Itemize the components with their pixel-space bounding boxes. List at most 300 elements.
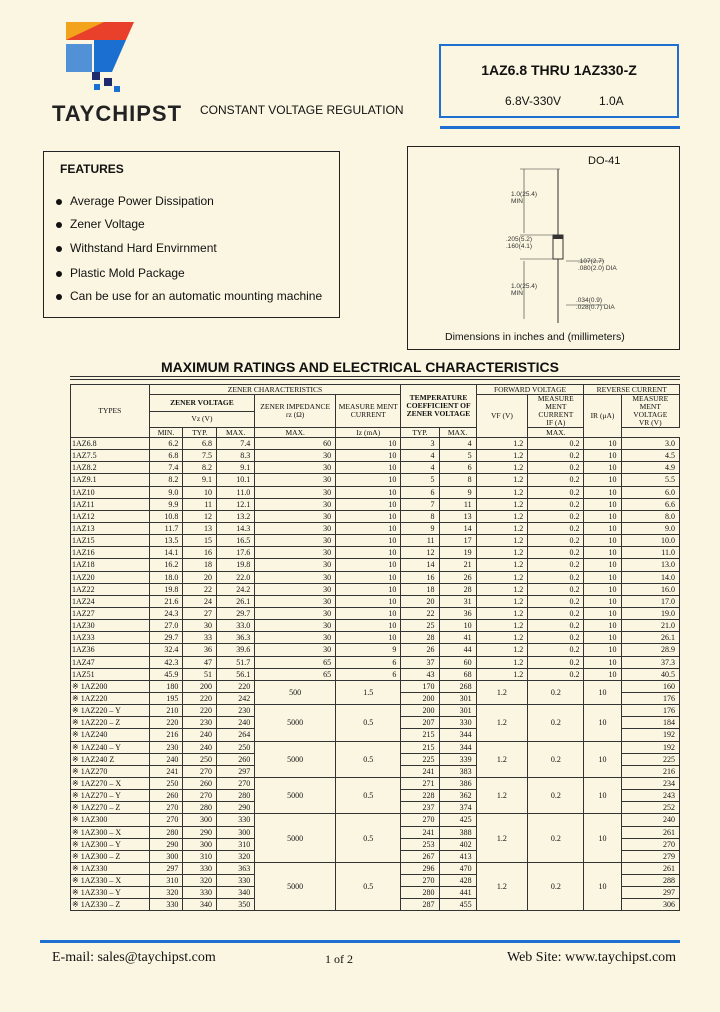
- table-cell: 1.2: [476, 814, 528, 863]
- table-cell: 192: [621, 729, 680, 741]
- table-cell: 8: [401, 510, 439, 522]
- table-cell: 1AZ47: [71, 656, 150, 668]
- table-cell: 60: [255, 438, 336, 450]
- table-cell: 30: [255, 607, 336, 619]
- table-cell: 280: [149, 826, 183, 838]
- table-row: [71, 607, 680, 619]
- reverse-current-header: REVERSE CURRENT: [584, 385, 680, 395]
- table-row: [71, 486, 680, 498]
- table-cell: ※ 1AZ240 – Y: [71, 741, 150, 753]
- table-cell: 10: [336, 474, 401, 486]
- table-cell: 1.2: [476, 498, 528, 510]
- table-cell: 10: [183, 486, 217, 498]
- table-cell: 30: [255, 486, 336, 498]
- table-row: [71, 680, 680, 692]
- table-cell: 241: [401, 765, 439, 777]
- table-cell: 1.2: [476, 535, 528, 547]
- lead-length-top-label: 1.0(25.4) MIN: [511, 191, 538, 205]
- table-cell: 5000: [255, 705, 336, 741]
- table-cell: 1.2: [476, 559, 528, 571]
- table-cell: 0.2: [528, 462, 584, 474]
- table-cell: 10: [584, 559, 621, 571]
- table-cell: 29.7: [149, 632, 183, 644]
- table-cell: 9: [336, 644, 401, 656]
- body-diameter-label: .107(2.7) .080(2.0) DIA: [578, 258, 617, 272]
- table-cell: 330: [217, 814, 255, 826]
- vf-header: VF (V): [476, 395, 528, 438]
- subtitle: CONSTANT VOLTAGE REGULATION: [200, 103, 404, 117]
- table-cell: 16.2: [149, 559, 183, 571]
- table-cell: 3: [401, 438, 439, 450]
- table-cell: 297: [621, 887, 680, 899]
- table-cell: 288: [621, 875, 680, 887]
- zener-impedance-header: ZENER IMPEDANCE rz (Ω): [255, 395, 336, 428]
- table-cell: 300: [183, 814, 217, 826]
- reverse-measure-header: MEASURE MENT VOLTAGE VR (V): [621, 395, 680, 428]
- table-cell: 10: [584, 862, 621, 911]
- table-cell: 1.2: [476, 583, 528, 595]
- table-cell: 26: [401, 644, 439, 656]
- table-cell: ※ 1AZ220: [71, 692, 150, 704]
- table-cell: 10: [336, 583, 401, 595]
- table-cell: 0.2: [528, 741, 584, 777]
- table-cell: 30: [255, 462, 336, 474]
- table-cell: 10: [584, 705, 621, 741]
- table-cell: 9: [401, 522, 439, 534]
- table-cell: 51.7: [217, 656, 255, 668]
- table-cell: 500: [255, 680, 336, 704]
- table-cell: 330: [217, 875, 255, 887]
- feature-item: Withstand Hard Envirnment: [56, 241, 217, 255]
- table-cell: 0.2: [528, 583, 584, 595]
- table-cell: 6.0: [621, 486, 680, 498]
- table-cell: 1AZ15: [71, 535, 150, 547]
- table-cell: 230: [183, 717, 217, 729]
- table-cell: 297: [149, 862, 183, 874]
- table-cell: 18: [401, 583, 439, 595]
- body-length-label: .205(5.2) .160(4.1): [506, 236, 533, 250]
- features-box: [43, 151, 340, 318]
- table-cell: 310: [149, 875, 183, 887]
- table-cell: 10: [584, 462, 621, 474]
- table-cell: ※ 1AZ300 – X: [71, 826, 150, 838]
- table-cell: 425: [439, 814, 476, 826]
- table-cell: 340: [217, 887, 255, 899]
- table-cell: 0.2: [528, 547, 584, 559]
- table-row: [71, 474, 680, 486]
- table-cell: 1.2: [476, 462, 528, 474]
- table-cell: 225: [621, 753, 680, 765]
- table-cell: 0.2: [528, 571, 584, 583]
- table-cell: 271: [401, 777, 439, 789]
- table-cell: 1.2: [476, 777, 528, 813]
- table-cell: 1.2: [476, 668, 528, 680]
- table-cell: 0.2: [528, 559, 584, 571]
- table-cell: 220: [149, 717, 183, 729]
- forward-measure-header: MEASURE MENT CURRENT IF (A): [528, 395, 584, 428]
- table-cell: 242: [217, 692, 255, 704]
- table-cell: 56.1: [217, 668, 255, 680]
- table-cell: 1AZ22: [71, 583, 150, 595]
- table-cell: 33: [183, 632, 217, 644]
- table-cell: 241: [401, 826, 439, 838]
- table-cell: 6.8: [149, 450, 183, 462]
- table-cell: 10: [584, 547, 621, 559]
- table-cell: 344: [439, 729, 476, 741]
- table-cell: 9: [439, 486, 476, 498]
- table-cell: 10: [584, 571, 621, 583]
- table-cell: 30: [255, 571, 336, 583]
- table-cell: 220: [217, 680, 255, 692]
- table-cell: 1.2: [476, 450, 528, 462]
- table-cell: 1.2: [476, 705, 528, 741]
- table-cell: 320: [217, 850, 255, 862]
- table-cell: 261: [621, 826, 680, 838]
- table-cell: 220: [183, 705, 217, 717]
- table-cell: 26: [439, 571, 476, 583]
- table-cell: 0.2: [528, 656, 584, 668]
- table-row: [71, 705, 680, 717]
- table-cell: 9.0: [621, 522, 680, 534]
- table-cell: 270: [401, 814, 439, 826]
- bullet-icon: [56, 199, 62, 205]
- table-cell: 4.5: [621, 450, 680, 462]
- zener-characteristics-header: ZENER CHARACTERISTICS: [149, 385, 401, 395]
- section-rule: [70, 379, 680, 380]
- table-cell: 290: [149, 838, 183, 850]
- table-cell: 10: [584, 486, 621, 498]
- table-cell: 1.2: [476, 486, 528, 498]
- table-cell: 320: [149, 887, 183, 899]
- table-cell: 29.7: [217, 607, 255, 619]
- table-cell: 10: [584, 535, 621, 547]
- table-cell: 8: [439, 474, 476, 486]
- table-cell: 5000: [255, 862, 336, 911]
- table-cell: 270: [183, 790, 217, 802]
- table-cell: 160: [621, 680, 680, 692]
- table-cell: 14.3: [217, 522, 255, 534]
- package-diagram: [407, 146, 680, 350]
- rz-max-header: MAX.: [255, 428, 336, 438]
- table-cell: 8.2: [183, 462, 217, 474]
- table-cell: ※ 1AZ270 – Z: [71, 802, 150, 814]
- table-cell: 10: [584, 510, 621, 522]
- table-cell: 225: [401, 753, 439, 765]
- tc-max-header: MAX.: [439, 428, 476, 438]
- table-cell: 19.8: [217, 559, 255, 571]
- table-cell: 362: [439, 790, 476, 802]
- table-cell: 1AZ20: [71, 571, 150, 583]
- table-cell: 0.2: [528, 644, 584, 656]
- table-cell: ※ 1AZ270 – Y: [71, 790, 150, 802]
- table-row: [71, 583, 680, 595]
- table-cell: 250: [183, 753, 217, 765]
- table-row: [71, 450, 680, 462]
- table-cell: 10: [584, 777, 621, 813]
- table-cell: 30: [255, 450, 336, 462]
- table-cell: 455: [439, 899, 476, 911]
- bullet-icon: [56, 222, 62, 228]
- table-cell: 270: [401, 875, 439, 887]
- table-cell: 388: [439, 826, 476, 838]
- lead-diameter-label: .034(0.9) .028(0.7) DIA: [576, 297, 615, 311]
- table-cell: 1.5: [336, 680, 401, 704]
- lead-length-bottom-label: 1.0(25.4) MIN: [511, 283, 538, 297]
- table-cell: ※ 1AZ200: [71, 680, 150, 692]
- table-cell: 14: [439, 522, 476, 534]
- table-cell: 268: [439, 680, 476, 692]
- table-cell: 16.0: [621, 583, 680, 595]
- table-cell: 10: [584, 814, 621, 863]
- table-cell: 1AZ27: [71, 607, 150, 619]
- footer-accent-bar: [40, 940, 680, 943]
- table-cell: 24.3: [149, 607, 183, 619]
- table-cell: ※ 1AZ330 – Z: [71, 899, 150, 911]
- table-cell: 1AZ13: [71, 522, 150, 534]
- table-cell: 290: [217, 802, 255, 814]
- feature-item: Can be use for an automatic mounting machine: [56, 289, 322, 303]
- table-cell: 4: [439, 438, 476, 450]
- table-cell: 5: [401, 474, 439, 486]
- table-cell: 280: [183, 802, 217, 814]
- table-cell: 279: [621, 850, 680, 862]
- table-cell: 10: [439, 620, 476, 632]
- table-cell: 10: [584, 583, 621, 595]
- feature-item: Average Power Dissipation: [56, 194, 214, 208]
- table-cell: 14.1: [149, 547, 183, 559]
- table-cell: 10: [584, 644, 621, 656]
- table-cell: 0.2: [528, 595, 584, 607]
- table-cell: 37.3: [621, 656, 680, 668]
- table-cell: 11.7: [149, 522, 183, 534]
- typ-header: TYP.: [183, 428, 217, 438]
- table-cell: 0.5: [336, 741, 401, 777]
- table-cell: 16: [401, 571, 439, 583]
- table-cell: 260: [217, 753, 255, 765]
- table-cell: 10: [336, 607, 401, 619]
- table-cell: 1AZ30: [71, 620, 150, 632]
- table-cell: 220: [183, 692, 217, 704]
- table-cell: 260: [183, 777, 217, 789]
- table-cell: 17: [439, 535, 476, 547]
- table-cell: 45.9: [149, 668, 183, 680]
- table-cell: 21: [439, 559, 476, 571]
- table-cell: ※ 1AZ240 Z: [71, 753, 150, 765]
- table-cell: 27: [183, 607, 217, 619]
- table-cell: 1AZ12: [71, 510, 150, 522]
- types-header: TYPES: [71, 385, 150, 438]
- table-row: [71, 571, 680, 583]
- table-cell: 0.2: [528, 486, 584, 498]
- table-cell: 200: [183, 680, 217, 692]
- zener-voltage-header: ZENER VOLTAGE: [149, 395, 255, 412]
- table-cell: 0.2: [528, 814, 584, 863]
- table-cell: 1.2: [476, 571, 528, 583]
- table-cell: 10: [584, 607, 621, 619]
- voltage-range: 6.8V-330V: [505, 94, 562, 108]
- table-cell: 344: [439, 741, 476, 753]
- table-cell: 5000: [255, 814, 336, 863]
- table-cell: 287: [401, 899, 439, 911]
- table-cell: 267: [401, 850, 439, 862]
- table-row: [71, 620, 680, 632]
- table-cell: 10.8: [149, 510, 183, 522]
- part-range: 1AZ6.8 THRU 1AZ330-Z: [481, 62, 637, 78]
- table-cell: 9.9: [149, 498, 183, 510]
- table-cell: 261: [621, 862, 680, 874]
- table-cell: 0.5: [336, 814, 401, 863]
- header-accent-bar: [440, 126, 680, 129]
- table-cell: 0.2: [528, 705, 584, 741]
- table-cell: 280: [217, 790, 255, 802]
- table-cell: 10: [336, 462, 401, 474]
- table-cell: 470: [439, 862, 476, 874]
- table-cell: 0.2: [528, 474, 584, 486]
- table-cell: 26.1: [217, 595, 255, 607]
- bullet-icon: [56, 294, 62, 300]
- table-cell: 1AZ9.1: [71, 474, 150, 486]
- table-cell: 1AZ18: [71, 559, 150, 571]
- table-cell: 10: [584, 450, 621, 462]
- table-cell: 0.2: [528, 438, 584, 450]
- table-cell: 30: [255, 535, 336, 547]
- diode-outline-drawing: [408, 147, 681, 351]
- table-cell: 30: [255, 644, 336, 656]
- table-cell: 363: [217, 862, 255, 874]
- table-cell: 18.0: [149, 571, 183, 583]
- measure-current-header: MEASURE MENT CURRENT: [336, 395, 401, 428]
- table-cell: 20: [183, 571, 217, 583]
- table-cell: 10: [336, 547, 401, 559]
- table-cell: 340: [183, 899, 217, 911]
- table-cell: 0.2: [528, 668, 584, 680]
- table-cell: 320: [183, 875, 217, 887]
- table-cell: 25: [401, 620, 439, 632]
- table-cell: 42.3: [149, 656, 183, 668]
- table-cell: 386: [439, 777, 476, 789]
- table-cell: 30: [255, 522, 336, 534]
- table-row: [71, 656, 680, 668]
- table-cell: 10: [584, 680, 621, 704]
- page-number: 1 of 2: [325, 952, 353, 966]
- table-cell: 290: [183, 826, 217, 838]
- table-cell: 8.2: [149, 474, 183, 486]
- table-cell: 4: [401, 450, 439, 462]
- table-cell: 10: [336, 522, 401, 534]
- table-cell: 65: [255, 668, 336, 680]
- table-cell: 1.2: [476, 595, 528, 607]
- current-rating: 1.0A: [599, 94, 624, 108]
- table-cell: 17.6: [217, 547, 255, 559]
- table-cell: 306: [621, 899, 680, 911]
- table-cell: 30: [255, 474, 336, 486]
- table-cell: 253: [401, 838, 439, 850]
- table-row: [71, 862, 680, 874]
- table-cell: 30: [255, 620, 336, 632]
- table-cell: 11.0: [621, 547, 680, 559]
- table-cell: 1.2: [476, 632, 528, 644]
- features-title: FEATURES: [60, 162, 124, 176]
- table-cell: 4.9: [621, 462, 680, 474]
- table-cell: 13: [183, 522, 217, 534]
- table-cell: 51: [183, 668, 217, 680]
- table-cell: 1.2: [476, 607, 528, 619]
- table-cell: 5000: [255, 777, 336, 813]
- table-cell: 374: [439, 802, 476, 814]
- table-cell: 6.8: [183, 438, 217, 450]
- table-cell: 10: [584, 620, 621, 632]
- table-cell: 441: [439, 887, 476, 899]
- table-cell: 1AZ36: [71, 644, 150, 656]
- table-cell: 252: [621, 802, 680, 814]
- table-cell: 10: [336, 559, 401, 571]
- table-cell: 10: [584, 656, 621, 668]
- table-cell: 215: [401, 729, 439, 741]
- table-cell: 6: [336, 656, 401, 668]
- table-cell: 12: [183, 510, 217, 522]
- part-title-box: [439, 44, 679, 118]
- table-cell: 7: [401, 498, 439, 510]
- table-row: [71, 510, 680, 522]
- table-cell: 330: [183, 862, 217, 874]
- table-cell: ※ 1AZ330 – X: [71, 875, 150, 887]
- table-row: [71, 595, 680, 607]
- table-cell: 4: [401, 462, 439, 474]
- table-body: [71, 438, 680, 911]
- table-cell: 0.2: [528, 680, 584, 704]
- table-cell: 9.1: [183, 474, 217, 486]
- table-cell: 260: [149, 790, 183, 802]
- table-cell: 0.2: [528, 607, 584, 619]
- table-cell: 339: [439, 753, 476, 765]
- table-cell: 10: [336, 632, 401, 644]
- table-cell: 19.8: [149, 583, 183, 595]
- table-cell: 250: [149, 777, 183, 789]
- table-row: [71, 644, 680, 656]
- table-cell: 30: [255, 632, 336, 644]
- footer-website[interactable]: Web Site: www.taychipst.com: [507, 950, 677, 965]
- table-cell: 15: [183, 535, 217, 547]
- bullet-icon: [56, 246, 62, 252]
- vz-unit-header: Vz (V): [149, 411, 255, 428]
- table-cell: 5.5: [621, 474, 680, 486]
- table-cell: 0.2: [528, 510, 584, 522]
- footer-email[interactable]: E-mail: sales@taychipst.com: [52, 950, 216, 965]
- table-cell: 0.2: [528, 522, 584, 534]
- table-cell: 30: [255, 547, 336, 559]
- table-cell: 383: [439, 765, 476, 777]
- package-name: DO-41: [588, 155, 621, 167]
- table-cell: 1.2: [476, 644, 528, 656]
- table-cell: 6.6: [621, 498, 680, 510]
- table-cell: 192: [621, 741, 680, 753]
- table-row: [71, 559, 680, 571]
- table-cell: 1AZ10: [71, 486, 150, 498]
- table-cell: 240: [217, 717, 255, 729]
- table-cell: 1AZ24: [71, 595, 150, 607]
- table-cell: 1.2: [476, 438, 528, 450]
- table-cell: 1AZ8.2: [71, 462, 150, 474]
- table-cell: 30: [183, 620, 217, 632]
- table-cell: 234: [621, 777, 680, 789]
- min-header: MIN.: [149, 428, 183, 438]
- table-cell: 36.3: [217, 632, 255, 644]
- table-cell: 10: [336, 510, 401, 522]
- table-cell: 0.2: [528, 450, 584, 462]
- iz-unit-header: Iz (mA): [336, 428, 401, 438]
- forward-voltage-header: FORWARD VOLTAGE: [476, 385, 584, 395]
- table-cell: 40.5: [621, 668, 680, 680]
